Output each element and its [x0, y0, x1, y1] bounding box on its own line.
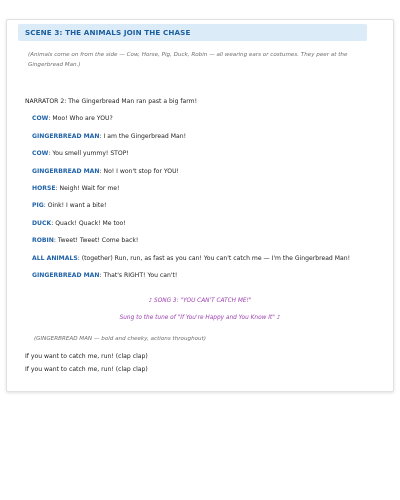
- scene-header: SCENE 3: THE ANIMALS JOIN THE CHASE: [18, 24, 367, 41]
- speaker-name: ROBIN: [32, 237, 54, 244]
- lyric-line: If you want to catch me, run! (clap clap): [25, 353, 148, 360]
- speaker-name: COW: [32, 115, 49, 122]
- speaker-name: DUCK: [32, 220, 52, 227]
- speaker-name: GINGERBREAD MAN: [32, 133, 100, 140]
- speaker-name: GINGERBREAD MAN: [32, 168, 100, 175]
- speaker-name: GINGERBREAD MAN: [32, 272, 100, 279]
- dialogue-line-horse: [32, 185, 119, 193]
- dialogue-line-cow-2: [32, 150, 129, 158]
- dialogue-text: : No! I won't stop for YOU!: [99, 168, 179, 175]
- dialogue-line-robin: [32, 237, 138, 245]
- stage-direction: (Animals come on from the side — Cow, Horse, Pig, Duck, Robin — all wearing ears or costumes. They peer at the Gingerbread Man.): [28, 52, 348, 68]
- speaker-name: HORSE: [32, 185, 56, 192]
- dialogue-line-pig: [32, 202, 106, 210]
- speaker-name: ALL ANIMALS: [32, 255, 78, 262]
- dialogue-text: : Moo! Who are YOU?: [48, 115, 113, 122]
- dialogue-line-gingerbread-1: [32, 133, 186, 141]
- dialogue-text: : You smell yummy! STOP!: [48, 150, 129, 157]
- narrator-line: [25, 98, 197, 106]
- dialogue-text: : I am the Gingerbread Man!: [99, 133, 187, 140]
- speaker-name: COW: [32, 150, 49, 157]
- narrator-text: The Gingerbread Man ran past a big farm!: [68, 98, 198, 105]
- narrator-speaker: NARRATOR 2:: [25, 98, 67, 105]
- song-title: ♪ SONG 3: "YOU CAN'T CATCH ME!": [148, 298, 252, 304]
- dialogue-line-cow-1: [32, 115, 113, 123]
- song-tune: Sung to the tune of "If You're Happy and You Know It" ♪: [119, 315, 281, 321]
- dialogue-text: : (together) Run, run, as fast as you can! You can't catch me — I'm the Gingerbread Man!: [77, 255, 351, 262]
- dialogue-line-duck: [32, 220, 126, 228]
- dialogue-line-gingerbread-2: [32, 168, 179, 176]
- speaker-name: PIG: [32, 202, 44, 209]
- dialogue-text: : Oink! I want a bite!: [43, 202, 107, 209]
- dialogue-text: : That's RIGHT! You can't!: [99, 272, 178, 279]
- dialogue-text: : Quack! Quack! Me too!: [51, 220, 126, 227]
- dialogue-line-all-animals: [32, 255, 350, 263]
- song-direction: (GINGERBREAD MAN — bold and cheeky, actions throughout): [34, 336, 206, 342]
- dialogue-text: : Neigh! Wait for me!: [55, 185, 120, 192]
- dialogue-line-gingerbread-3: [32, 272, 177, 280]
- dialogue-text: : Tweet! Tweet! Come back!: [53, 237, 139, 244]
- lyric-line: If you want to catch me, run! (clap clap): [25, 366, 148, 373]
